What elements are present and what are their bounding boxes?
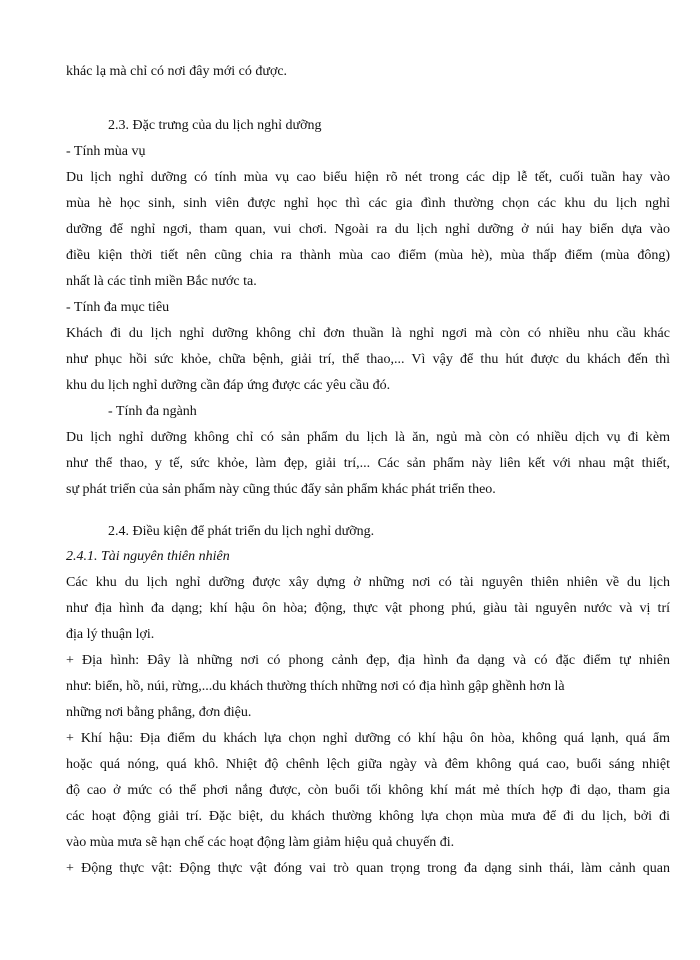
- paragraph-line: khu du lịch nghỉ dưỡng cần đáp ứng được các yêu cầu đó.: [66, 378, 391, 393]
- paragraph-line: dưỡng để nghỉ ngơi, tham quan, vui chơi. Ngoài ra du lịch nghỉ dưỡng ở núi hay biển dựa vào: [66, 222, 670, 237]
- paragraph-line: các hoạt động giải trí. Đặc biệt, du khách thường không lựa chọn mùa mưa để đi du lịch, bởi đi: [66, 809, 670, 824]
- paragraph-line: độ cao ở mức có thể phơi nắng được, còn buổi tối không khí mát mẻ thích hợp đi dạo, tham gia: [66, 783, 670, 798]
- subsection-heading-2-4-1: 2.4.1. Tài nguyên thiên nhiên: [66, 549, 230, 564]
- paragraph-line: hoặc quá nóng, quá khô. Nhiệt độ chênh lệch giữa ngày và đêm không quá cao, buổi sáng nhiệt: [66, 757, 670, 772]
- paragraph-line: + Khí hậu: Địa điểm du khách lựa chọn nghỉ dưỡng có khí hậu ôn hòa, không quá lạnh, quá ẩm: [66, 731, 670, 746]
- paragraph-line: Khách đi du lịch nghỉ dưỡng không chỉ đơn thuần là nghỉ ngơi mà còn có nhiều nhu cầu khác: [66, 326, 670, 341]
- paragraph-line: sự phát triển của sản phẩm này cũng thúc đẩy sản phẩm khác phát triển theo.: [66, 482, 496, 497]
- section-heading-2-4: 2.4. Điều kiện để phát triển du lịch nghỉ dưỡng.: [108, 524, 375, 539]
- paragraph-line: Du lịch nghỉ dưỡng có tính mùa vụ cao biểu hiện rõ nét trong các dịp lễ tết, cuối tuần hay vào: [66, 170, 670, 185]
- subheading-multi-purpose: - Tính đa mục tiêu: [66, 300, 170, 315]
- paragraph-line: điều kiện thời tiết nên cũng chia ra thành mùa cao điểm (mùa hè), mùa thấp điểm (mùa đông): [66, 248, 670, 263]
- subheading-seasonality: - Tính mùa vụ: [66, 144, 146, 159]
- paragraph-line: + Địa hình: Đây là những nơi có phong cảnh đẹp, địa hình đa dạng và có đặc điểm tự nhiên: [66, 653, 670, 668]
- paragraph-line: vào mùa mưa sẽ hạn chế các hoạt động làm giảm hiệu quả chuyến đi.: [66, 835, 455, 850]
- paragraph-line: khác lạ mà chỉ có nơi đây mới có được.: [66, 64, 288, 79]
- section-heading-2-3: 2.3. Đặc trưng của du lịch nghỉ dưỡng: [108, 118, 322, 133]
- paragraph-line: + Động thực vật: Động thực vật đóng vai trò quan trọng trong đa dạng sinh thái, làm cảnh quan: [66, 861, 670, 876]
- paragraph-line: như thể thao, y tế, sức khỏe, làm đẹp, giải trí,... Các sản phẩm này liên kết với nhau mật thiết,: [66, 456, 670, 471]
- paragraph-line: Du lịch nghỉ dưỡng không chỉ có sản phẩm du lịch là ăn, ngủ mà còn có nhiều dịch vụ đi kèm: [66, 430, 670, 445]
- subheading-multi-sector: - Tính đa ngành: [108, 404, 197, 419]
- paragraph-line: những nơi bằng phẳng, đơn điệu.: [66, 705, 252, 720]
- paragraph-line: như địa hình đa dạng; khí hậu ôn hòa; động, thực vật phong phú, giàu tài nguyên nước và vị trí: [66, 601, 670, 616]
- paragraph-line: như phục hồi sức khỏe, chữa bệnh, giải trí, thể thao,... Vì vậy để thu hút được du khách đến thì: [66, 352, 670, 367]
- paragraph-line: nhất là các tỉnh miền Bắc nước ta.: [66, 274, 257, 289]
- paragraph-line: như: biển, hồ, núi, rừng,...du khách thường thích những nơi có địa hình gập ghềnh hơn là: [66, 679, 565, 694]
- paragraph-line: Các khu du lịch nghỉ dưỡng được xây dựng ở những nơi có tài nguyên thiên nhiên về du lịch: [66, 575, 670, 590]
- paragraph-line: mùa hè học sinh, sinh viên được nghỉ học thì các gia đình thường chọn các khu du lịch nghỉ: [66, 196, 670, 211]
- paragraph-line: địa lý thuận lợi.: [66, 627, 155, 642]
